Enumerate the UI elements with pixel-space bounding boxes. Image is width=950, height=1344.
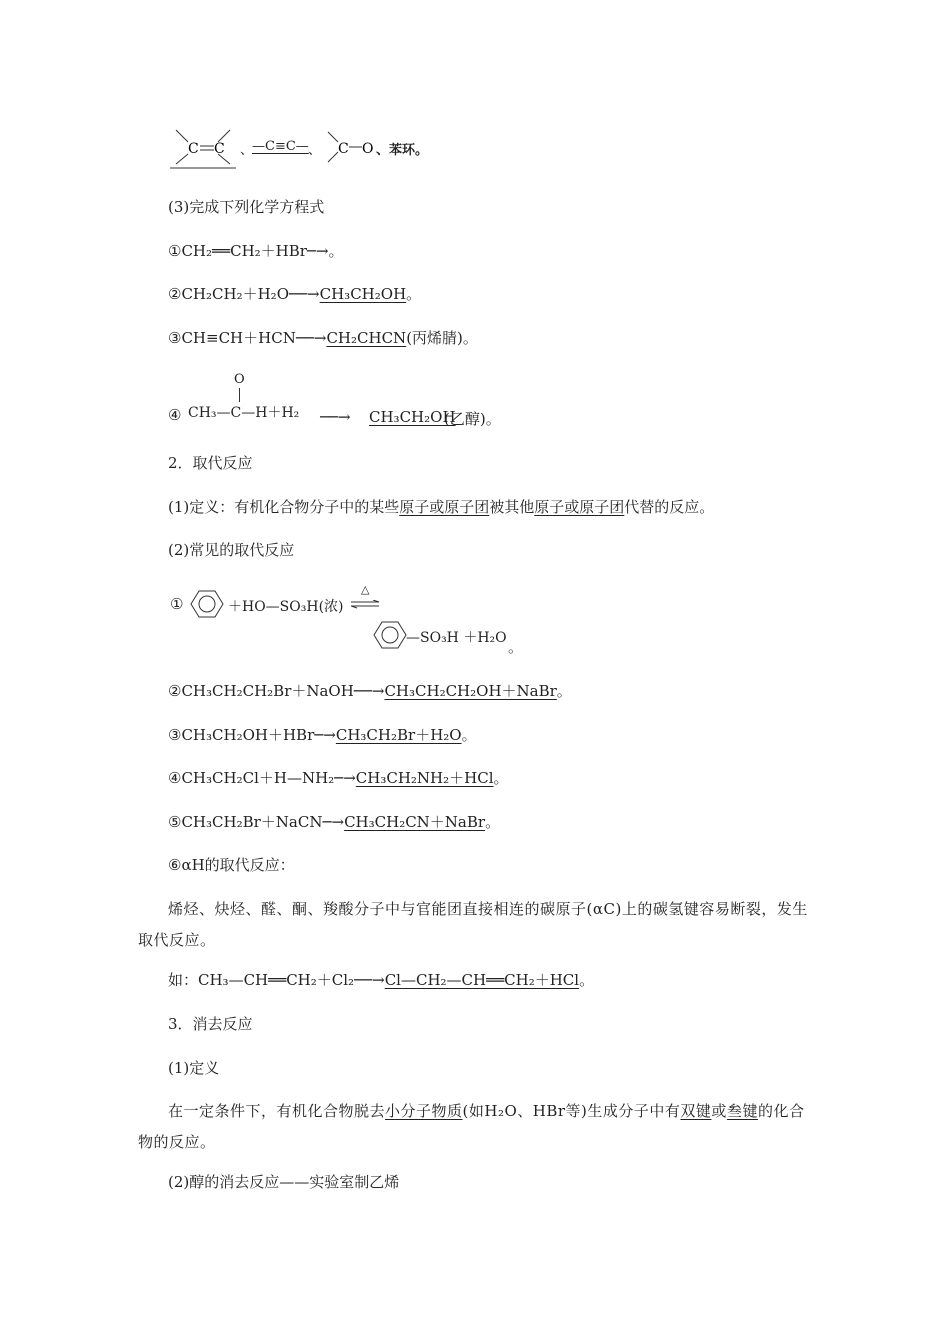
subsection-title: (2)醇的消去反应——实验室制乙烯: [168, 1173, 400, 1191]
separator: 、: [240, 143, 254, 158]
benzene-ring-icon: [373, 620, 407, 650]
svg-text:C: C: [338, 141, 349, 157]
benzene-ring-icon: [190, 589, 224, 619]
substitution-5: ⑤CH₃CH₂Br＋NaCN─→CH₃CH₂CN＋NaBr。: [168, 813, 501, 831]
elimination-definition: 在一定条件下，有机化合物脱去小分子物质(如H₂O、HBr等)生成分子中有双键或叁键的化合物的反应。: [138, 1102, 805, 1151]
subsection-title: (1)定义: [168, 1059, 220, 1077]
arrow: ──→: [320, 408, 351, 426]
double-bond-vertical: [239, 388, 240, 402]
section-title: 3．消去反应: [168, 1015, 253, 1033]
substitution-3: ③CH₃CH₂OH＋HBr─→CH₃CH₂Br＋H₂O。: [168, 726, 477, 744]
alkyne-structure: —C≡C—: [252, 139, 309, 154]
alpha-h-example: 如：CH₃—CH══CH₂＋Cl₂──→Cl—CH₂—CH══CH₂＋HCl。: [168, 971, 595, 989]
period: 。: [508, 638, 524, 656]
product: CH₃CH₂OH: [369, 408, 456, 426]
functional-groups-row: [168, 126, 468, 172]
svg-text:O: O: [362, 141, 374, 157]
sulfuric-acid-reagent: ＋HO—SO₃H(浓): [228, 599, 344, 615]
benzene-label: 、苯环。: [376, 143, 429, 158]
carbonyl-structure: [322, 126, 378, 172]
sulfonation-equation: [168, 583, 568, 656]
aldehyde-formula: CH₃—C—H＋H₂: [188, 405, 300, 421]
equation-2: ②CH₂CH₂＋H₂O──→CH₃CH₂OH。: [168, 285, 422, 303]
sulfonation-product: —SO₃H ＋H₂O: [406, 630, 507, 646]
alkene-structure: [168, 126, 248, 172]
equation-4: [168, 370, 668, 430]
oxygen-atom: O: [234, 372, 245, 387]
substitution-4: ④CH₃CH₂Cl＋H—NH₂─→CH₃CH₂NH₂＋HCl。: [168, 769, 509, 787]
product-note: (乙醇)。: [444, 410, 501, 428]
circled-number: ④: [168, 406, 182, 424]
alpha-h-paragraph: 烯烃、炔烃、醛、酮、羧酸分子中与官能团直接相连的碳原子(αC)上的碳氢键容易断裂，发生取代反应。: [138, 900, 808, 949]
substitution-2: ②CH₃CH₂CH₂Br＋NaOH──→CH₃CH₂CH₂OH＋NaBr。: [168, 682, 572, 700]
svg-text:C: C: [188, 141, 199, 157]
equation-1: ①CH₂══CH₂＋HBr─→。: [168, 242, 344, 260]
subsection-title: (2)常见的取代反应: [168, 541, 295, 559]
equation-3: ③CH≡CH＋HCN──→CH₂CHCN(丙烯腈)。: [168, 329, 478, 347]
svg-text:C: C: [214, 141, 225, 157]
alpha-h-title: ⑥αH的取代反应：: [168, 856, 295, 874]
circled-number: ①: [170, 595, 184, 613]
section-title: (3)完成下列化学方程式: [168, 198, 325, 216]
reversible-arrow-icon: [351, 600, 381, 610]
section-title: 2．取代反应: [168, 454, 253, 472]
separator: 、: [308, 143, 322, 158]
heat-condition: △: [361, 583, 370, 596]
substitution-definition: (1)定义：有机化合物分子中的某些原子或原子团被其他原子或原子团代替的反应。: [168, 498, 715, 516]
